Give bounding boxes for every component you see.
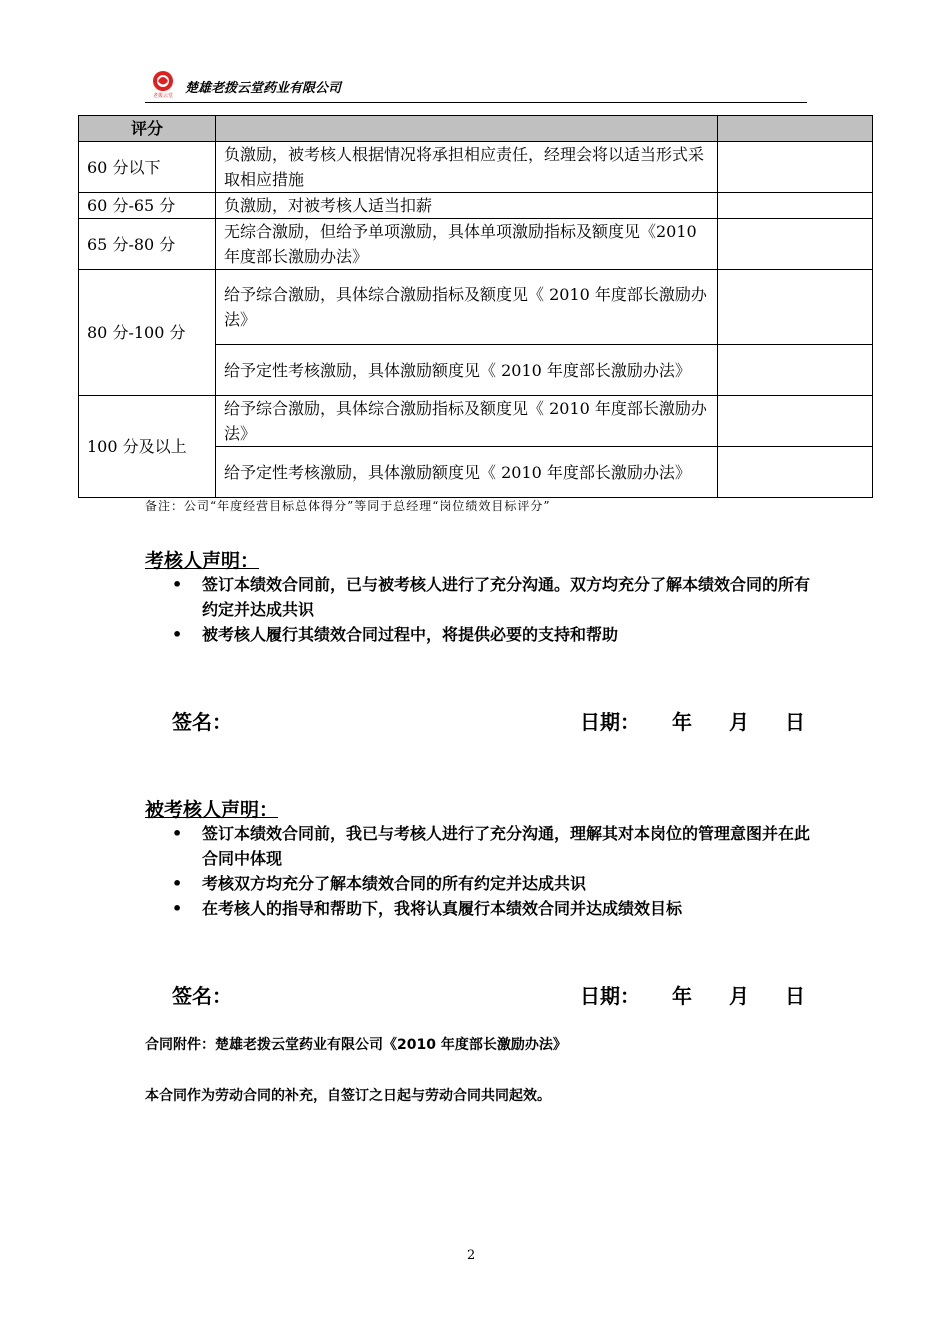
- table-row: [79, 270, 873, 345]
- assessee-signature-label: 签名：: [172, 984, 232, 1008]
- list-item: [168, 572, 818, 622]
- header-cell: [216, 116, 718, 142]
- desc-cell: 无综合激励，但给予单项激励，具体单项激励指标及额度见《2010 年度部长激励办法》: [216, 219, 718, 270]
- desc-cell: 给予综合激励，具体综合激励指标及额度见《 2010 年度部长激励办法》: [216, 270, 718, 345]
- desc-cell: 给予综合激励，具体综合激励指标及额度见《 2010 年度部长激励办法》: [216, 396, 718, 447]
- score-cell: 60 分-65 分: [79, 193, 216, 219]
- assessor-date-month: 月: [729, 710, 749, 734]
- score-cell: 100 分及以上: [79, 396, 216, 498]
- list-item-text: 签订本绩效合同前，已与被考核人进行了充分沟通。双方均充分了解本绩效合同的所有约定并达成共识: [202, 575, 811, 619]
- desc-cell: 给予定性考核激励，具体激励额度见《 2010 年度部长激励办法》: [216, 345, 718, 396]
- list-item: [168, 871, 818, 896]
- score-table: [78, 115, 873, 498]
- table-row: [79, 193, 873, 219]
- extra-cell: [718, 219, 873, 270]
- desc-cell: 负激励，被考核人根据情况将承担相应责任，经理会将以适当形式采取相应措施: [216, 142, 718, 193]
- assessor-date-label: 日期：: [580, 710, 640, 734]
- contract-supplement: 本合同作为劳动合同的补充，自签订之日起与劳动合同共同起效。: [145, 1088, 551, 1104]
- table-note: 备注：公司“年度经营目标总体得分”等同于总经理“岗位绩效目标评分”: [145, 499, 551, 513]
- company-logo-icon: [149, 70, 177, 98]
- extra-cell: [718, 193, 873, 219]
- assessee-date-year: 年: [672, 984, 692, 1008]
- assessee-declaration-title: 被考核人声明：: [145, 799, 279, 821]
- page-header: [145, 68, 807, 103]
- header-cell: 评分: [79, 116, 216, 142]
- list-item: [168, 622, 818, 647]
- assessor-date-year: 年: [672, 710, 692, 734]
- bullet-icon: •: [172, 874, 183, 893]
- list-item-text: 考核双方均充分了解本绩效合同的所有约定并达成共识: [202, 874, 587, 893]
- company-name: 楚雄老拨云堂药业有限公司: [185, 81, 342, 96]
- score-cell: 60 分以下: [79, 142, 216, 193]
- list-item-text: 被考核人履行其绩效合同过程中，将提供必要的支持和帮助: [202, 625, 619, 644]
- extra-cell: [718, 396, 873, 447]
- desc-cell: 负激励，对被考核人适当扣薪: [216, 193, 718, 219]
- bullet-icon: •: [172, 899, 183, 918]
- assessee-date-day: 日: [785, 984, 805, 1008]
- bullet-icon: •: [172, 824, 183, 843]
- assessee-date-label: 日期：: [580, 984, 640, 1008]
- extra-cell: [718, 142, 873, 193]
- table-header-row: [79, 116, 873, 142]
- assessor-signature-label: 签名：: [172, 710, 232, 734]
- score-cell: 80 分-100 分: [79, 270, 216, 396]
- header-cell: [718, 116, 873, 142]
- list-item-text: 签订本绩效合同前，我已与考核人进行了充分沟通，理解其对本岗位的管理意图并在此合同中体现: [202, 824, 811, 868]
- assessor-declaration-title: 考核人声明：: [145, 550, 260, 572]
- assessor-declaration-list: [168, 572, 818, 647]
- list-item: [168, 821, 818, 871]
- table-row: [79, 219, 873, 270]
- bullet-icon: •: [172, 575, 183, 594]
- extra-cell: [718, 345, 873, 396]
- assessee-date-month: 月: [729, 984, 749, 1008]
- list-item: [168, 896, 818, 921]
- contract-attachment: 合同附件：楚雄老拨云堂药业有限公司《2010 年度部长激励办法》: [145, 1037, 567, 1053]
- svg-text:老拨云堂: 老拨云堂: [152, 93, 174, 98]
- assessee-declaration-list: [168, 821, 818, 921]
- score-cell: 65 分-80 分: [79, 219, 216, 270]
- desc-cell: 给予定性考核激励，具体激励额度见《 2010 年度部长激励办法》: [216, 447, 718, 498]
- assessor-date-day: 日: [785, 710, 805, 734]
- page-number: 2: [467, 1248, 476, 1263]
- extra-cell: [718, 270, 873, 345]
- list-item-text: 在考核人的指导和帮助下，我将认真履行本绩效合同并达成绩效目标: [202, 899, 683, 918]
- table-row: [79, 396, 873, 447]
- table-row: [79, 142, 873, 193]
- extra-cell: [718, 447, 873, 498]
- bullet-icon: •: [172, 625, 183, 644]
